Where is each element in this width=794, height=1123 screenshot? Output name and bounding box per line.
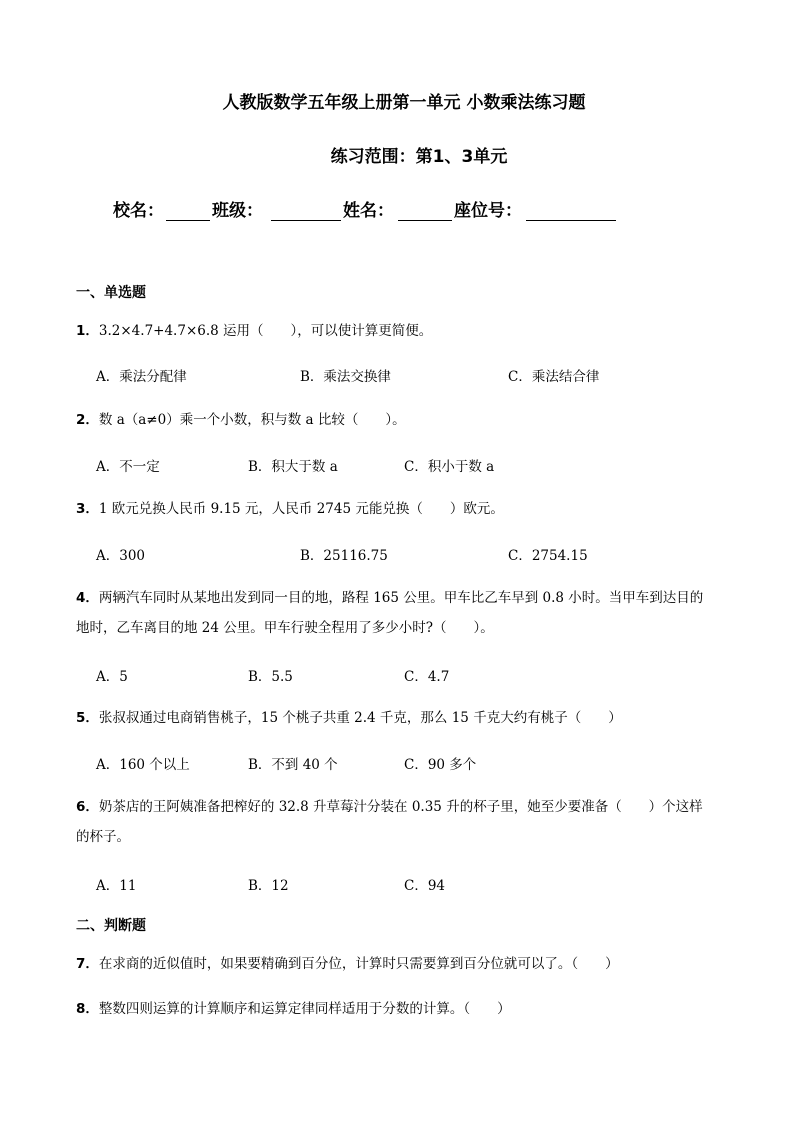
question — [76, 583, 716, 643]
question-number: 1． — [76, 323, 99, 339]
option-row — [96, 365, 736, 385]
question-text: 整数四则运算的计算顺序和运算定律同样适用于分数的计算。（ ） — [98, 1001, 511, 1017]
question — [76, 792, 716, 852]
option-c[interactable]: C．乘法结合律 — [508, 369, 600, 385]
question — [76, 494, 716, 524]
option-row — [96, 665, 736, 685]
section-heading: 一、单选题 — [76, 285, 146, 301]
option-b[interactable]: B．乘法交换律 — [300, 369, 391, 385]
seat-blank[interactable] — [526, 203, 616, 221]
question-text: 奶茶店的王阿姨准备把榨好的 32.8 升草莓汁分装在 0.35 升的杯子里，她至少要准备（ ）个这样的杯子。 — [76, 799, 703, 845]
option-a[interactable]: A．不一定 — [96, 459, 160, 475]
option-row — [96, 753, 736, 773]
class-label: 班级： — [212, 201, 263, 221]
option-a[interactable]: A．11 — [96, 878, 137, 894]
option-c[interactable]: C．积小于数 a — [404, 459, 495, 475]
question-number: 6． — [76, 799, 99, 815]
option-b[interactable]: B．12 — [248, 878, 289, 894]
question-text: 数 a（a≠0）乘一个小数，积与数 a 比较（ ）。 — [98, 412, 406, 428]
question-text: 张叔叔通过电商销售桃子，15 个桃子共重 2.4 千克，那么 15 千克大约有桃子（ ） — [98, 710, 622, 726]
question-number: 5． — [76, 710, 99, 726]
option-c[interactable]: C．94 — [404, 878, 446, 894]
option-c[interactable]: C．4.7 — [404, 669, 450, 685]
page-title: 人教版数学五年级上册第一单元 小数乘法练习题 — [222, 93, 586, 113]
student-info-line — [113, 196, 618, 221]
question-number: 3． — [76, 501, 99, 517]
question — [76, 949, 716, 979]
option-a[interactable]: A．160 个以上 — [96, 757, 190, 773]
question — [76, 994, 716, 1024]
option-row — [96, 874, 736, 894]
question-number: 2． — [76, 412, 99, 428]
question — [76, 405, 716, 435]
option-c[interactable]: C．90 多个 — [404, 757, 477, 773]
page-subtitle: 练习范围：第1、3单元 — [330, 147, 508, 167]
option-b[interactable]: B．25116.75 — [300, 548, 388, 564]
option-a[interactable]: A．乘法分配律 — [96, 369, 187, 385]
seat-label: 座位号： — [454, 201, 522, 221]
question-text: 两辆汽车同时从某地出发到同一目的地，路程 165 公里。甲车比乙车早到 0.8 小时。当甲车到达目的地时，乙车离目的地 24 公里。甲车行驶全程用了多少小时?（ ）。 — [76, 590, 704, 636]
option-b[interactable]: B．积大于数 a — [248, 459, 338, 475]
name-label: 姓名： — [343, 201, 394, 221]
option-a[interactable]: A．300 — [96, 548, 146, 564]
school-blank[interactable] — [166, 203, 210, 221]
option-b[interactable]: B．5.5 — [248, 669, 293, 685]
question-text: 3.2×4.7+4.7×6.8 运用（ ），可以使计算更简便。 — [98, 323, 433, 339]
class-blank[interactable] — [271, 203, 341, 221]
option-c[interactable]: C．2754.15 — [508, 548, 588, 564]
school-label: 校名： — [113, 201, 164, 221]
question-text: 1 欧元兑换人民币 9.15 元，人民币 2745 元能兑换（ ）欧元。 — [98, 501, 504, 517]
section-heading: 二、判断题 — [76, 918, 146, 934]
option-a[interactable]: A．5 — [96, 669, 128, 685]
option-b[interactable]: B．不到 40 个 — [248, 757, 338, 773]
question-number: 4． — [76, 590, 99, 606]
question-number: 8． — [76, 1001, 99, 1017]
option-row — [96, 455, 736, 475]
question — [76, 316, 716, 346]
question-number: 7． — [76, 956, 99, 972]
option-row — [96, 544, 736, 564]
question-text: 在求商的近似值时，如果要精确到百分位，计算时只需要算到百分位就可以了。（ ） — [98, 956, 619, 972]
question — [76, 703, 716, 733]
name-blank[interactable] — [398, 203, 452, 221]
